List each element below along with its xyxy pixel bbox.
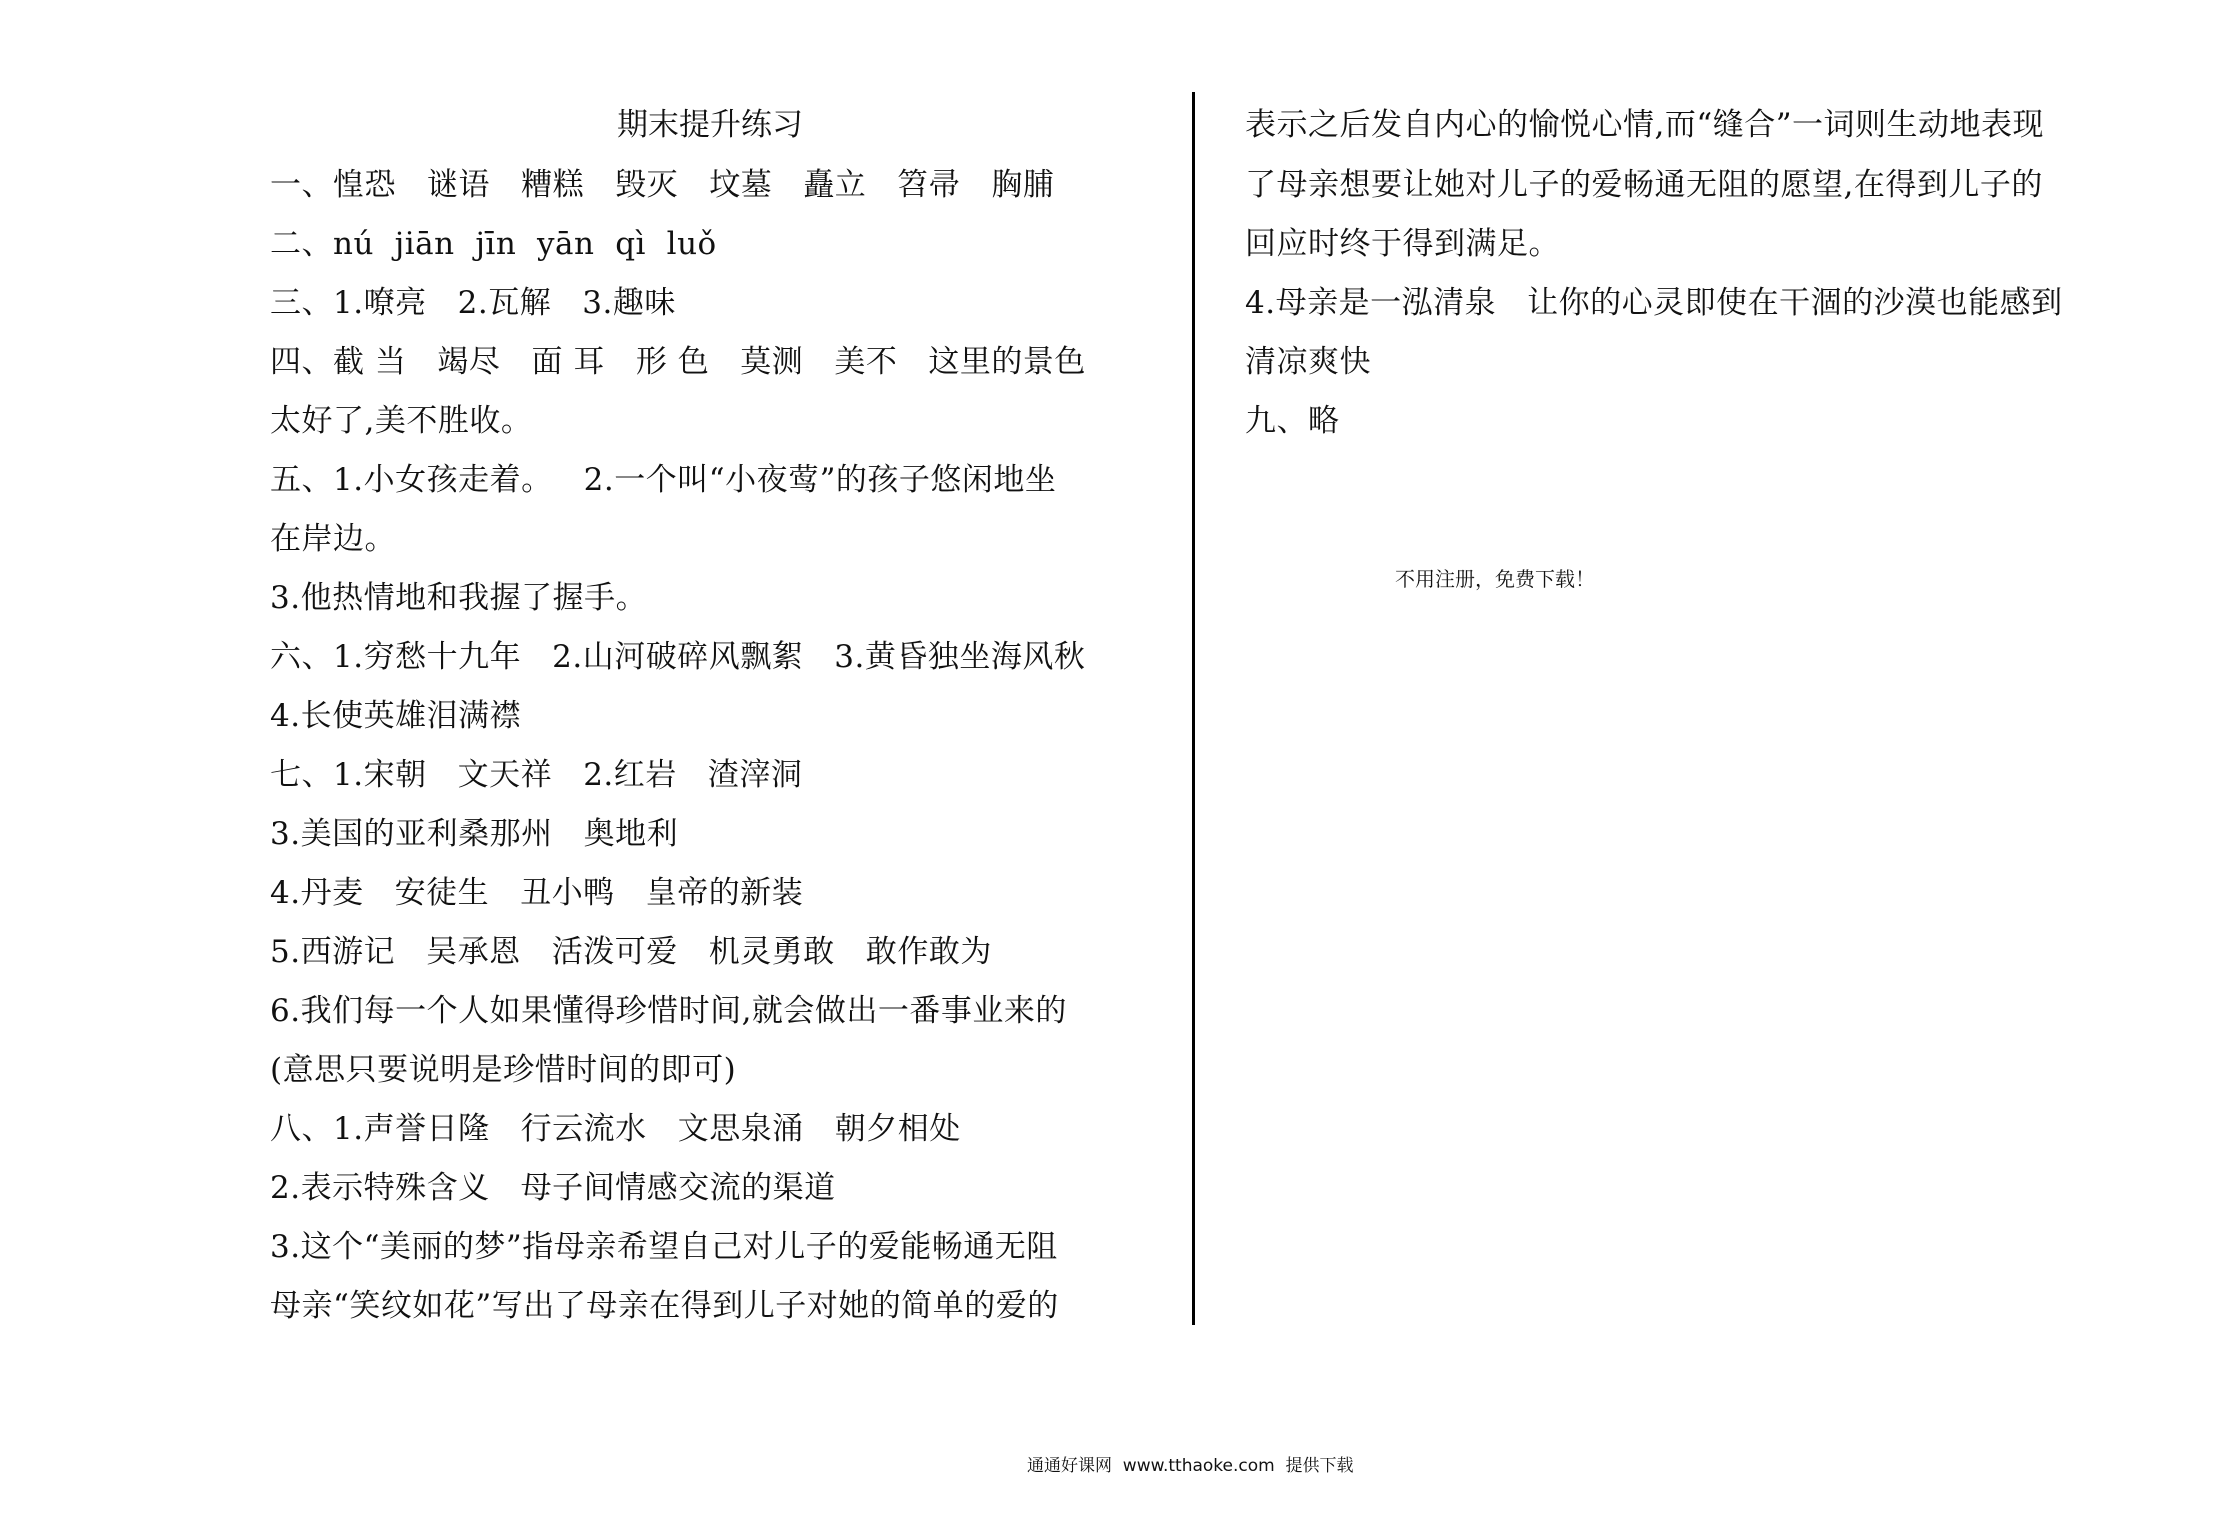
column-divider [1192, 92, 1195, 1325]
answer-line: 二、nú jiān jīn yān qì luǒ [270, 226, 717, 262]
answer-line: 一、惶恐 谜语 糟糕 毁灭 坟墓 矗立 笤帚 胸脯 [270, 167, 1055, 203]
answer-line: 回应时终于得到满足。 [1245, 226, 1560, 262]
answer-line: 六、1.穷愁十九年 2.山河破碎风飘絮 3.黄昏独坐海风秋 [270, 639, 1086, 675]
answer-line: 3.美国的亚利桑那州 奥地利 [270, 816, 679, 852]
answer-line: 4.长使英雄泪满襟 [270, 698, 522, 734]
answer-line: 3.他热情地和我握了握手。 [270, 580, 648, 616]
answer-line: (意思只要说明是珍惜时间的即可) [270, 1052, 737, 1088]
answer-line: 三、1.嘹亮 2.瓦解 3.趣味 [270, 285, 676, 321]
answer-line: 太好了,美不胜收。 [270, 403, 533, 439]
answer-line: 五、1.小女孩走着。 2.一个叫“小夜莺”的孩子悠闲地坐 [270, 462, 1057, 498]
answer-line: 表示之后发自内心的愉悦心情,而“缝合”一词则生动地表现 [1245, 107, 2045, 143]
answer-line: 4.母亲是一泓清泉 让你的心灵即使在干涸的沙漠也能感到 [1245, 285, 2063, 321]
answer-line: 4.丹麦 安徒生 丑小鸭 皇帝的新装 [270, 875, 804, 911]
page-title: 期末提升练习 [617, 107, 803, 143]
answer-line: 四、截 当 竭尽 面 耳 形 色 莫测 美不 这里的景色 [270, 344, 1086, 380]
answer-line: 在岸边。 [270, 521, 396, 557]
answer-line: 八、1.声誉日隆 行云流水 文思泉涌 朝夕相处 [270, 1111, 961, 1147]
answer-line: 九、略 [1245, 403, 1340, 439]
answer-line: 5.西游记 吴承恩 活泼可爱 机灵勇敢 敢作敢为 [270, 934, 992, 970]
answer-line: 七、1.宋朝 文天祥 2.红岩 渣滓洞 [270, 757, 803, 793]
answer-line: 了母亲想要让她对儿子的爱畅通无阻的愿望,在得到儿子的 [1245, 167, 2043, 203]
answer-line: 6.我们每一个人如果懂得珍惜时间,就会做出一番事业来的 [270, 993, 1067, 1029]
answer-line: 清凉爽快 [1245, 344, 1371, 380]
footer-source: 通通好课网 www.tthaoke.com 提供下载 [1027, 1456, 1354, 1476]
answer-line: 母亲“笑纹如花”写出了母亲在得到儿子对她的简单的爱的 [270, 1288, 1059, 1324]
answer-line: 3.这个“美丽的梦”指母亲希望自己对儿子的爱能畅通无阻 [270, 1229, 1058, 1265]
download-note: 不用注册，免费下载！ [1395, 567, 1595, 591]
answer-line: 2.表示特殊含义 母子间情感交流的渠道 [270, 1170, 836, 1206]
